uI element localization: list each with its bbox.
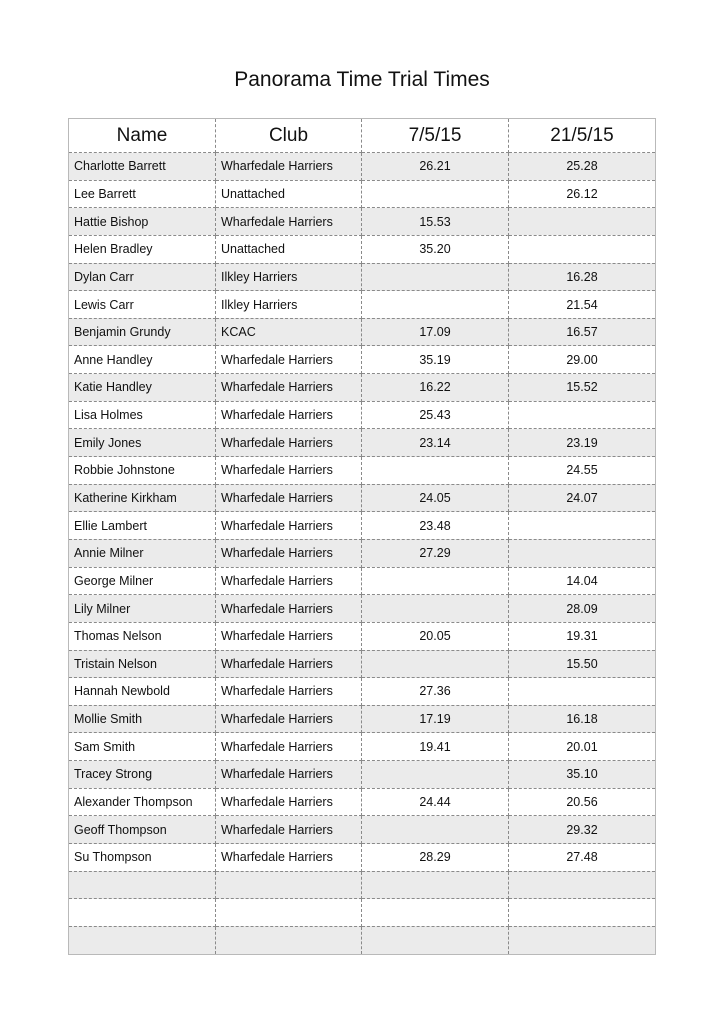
table-row — [69, 512, 656, 540]
cell-club: Wharfedale Harriers — [216, 650, 362, 678]
cell-time-7-5-15: 24.44 — [362, 788, 509, 816]
cell-time-21-5-15: 24.07 — [509, 484, 656, 512]
cell-name: Mollie Smith — [69, 705, 216, 733]
cell-time-7-5-15: 35.20 — [362, 235, 509, 263]
cell-club: Wharfedale Harriers — [216, 539, 362, 567]
cell-time-7-5-15 — [362, 650, 509, 678]
cell-club: Wharfedale Harriers — [216, 761, 362, 789]
cell-time-7-5-15 — [362, 457, 509, 485]
cell-time-21-5-15: 20.01 — [509, 733, 656, 761]
cell-time-21-5-15 — [509, 512, 656, 540]
cell-club: Wharfedale Harriers — [216, 788, 362, 816]
cell-time-7-5-15 — [362, 567, 509, 595]
cell-time-7-5-15: 15.53 — [362, 208, 509, 236]
table-row — [69, 263, 656, 291]
cell-time-21-5-15: 19.31 — [509, 622, 656, 650]
table-row — [69, 484, 656, 512]
cell-club: Wharfedale Harriers — [216, 678, 362, 706]
cell-club: Ilkley Harriers — [216, 291, 362, 319]
cell-club: Wharfedale Harriers — [216, 512, 362, 540]
cell-name: George Milner — [69, 567, 216, 595]
cell-club: Ilkley Harriers — [216, 263, 362, 291]
cell-club: Wharfedale Harriers — [216, 153, 362, 181]
table-row — [69, 899, 656, 927]
cell-time-21-5-15 — [509, 899, 656, 927]
cell-time-7-5-15: 16.22 — [362, 374, 509, 402]
column-header-name: Name — [69, 119, 216, 153]
cell-time-7-5-15: 28.29 — [362, 844, 509, 872]
cell-club: Wharfedale Harriers — [216, 374, 362, 402]
cell-time-21-5-15 — [509, 926, 656, 954]
cell-time-7-5-15: 26.21 — [362, 153, 509, 181]
cell-time-7-5-15: 27.36 — [362, 678, 509, 706]
cell-time-7-5-15 — [362, 816, 509, 844]
cell-club: Wharfedale Harriers — [216, 733, 362, 761]
table-row — [69, 291, 656, 319]
cell-time-7-5-15: 24.05 — [362, 484, 509, 512]
cell-name: Sam Smith — [69, 733, 216, 761]
cell-time-21-5-15: 15.50 — [509, 650, 656, 678]
cell-name: Hattie Bishop — [69, 208, 216, 236]
cell-time-21-5-15: 29.32 — [509, 816, 656, 844]
cell-club: Wharfedale Harriers — [216, 622, 362, 650]
cell-club: Wharfedale Harriers — [216, 844, 362, 872]
cell-time-21-5-15: 28.09 — [509, 595, 656, 623]
cell-time-21-5-15: 23.19 — [509, 429, 656, 457]
table-row — [69, 180, 656, 208]
cell-name: Tristain Nelson — [69, 650, 216, 678]
cell-time-21-5-15: 16.28 — [509, 263, 656, 291]
cell-time-7-5-15: 23.48 — [362, 512, 509, 540]
cell-time-7-5-15: 23.14 — [362, 429, 509, 457]
cell-time-21-5-15 — [509, 401, 656, 429]
cell-name: Emily Jones — [69, 429, 216, 457]
cell-club — [216, 871, 362, 899]
cell-time-21-5-15: 24.55 — [509, 457, 656, 485]
cell-time-21-5-15: 29.00 — [509, 346, 656, 374]
cell-club: Wharfedale Harriers — [216, 705, 362, 733]
cell-time-21-5-15: 25.28 — [509, 153, 656, 181]
table-row — [69, 871, 656, 899]
cell-club: Wharfedale Harriers — [216, 484, 362, 512]
cell-name: Geoff Thompson — [69, 816, 216, 844]
cell-name — [69, 871, 216, 899]
cell-club: Wharfedale Harriers — [216, 401, 362, 429]
cell-name: Dylan Carr — [69, 263, 216, 291]
cell-name: Charlotte Barrett — [69, 153, 216, 181]
cell-name: Lily Milner — [69, 595, 216, 623]
cell-time-7-5-15: 35.19 — [362, 346, 509, 374]
cell-name: Annie Milner — [69, 539, 216, 567]
cell-name: Anne Handley — [69, 346, 216, 374]
cell-club: Wharfedale Harriers — [216, 208, 362, 236]
cell-time-7-5-15 — [362, 899, 509, 927]
table-row — [69, 678, 656, 706]
table-row — [69, 650, 656, 678]
table-row — [69, 374, 656, 402]
cell-time-21-5-15: 26.12 — [509, 180, 656, 208]
cell-time-7-5-15: 17.19 — [362, 705, 509, 733]
cell-time-7-5-15 — [362, 871, 509, 899]
cell-time-21-5-15: 16.57 — [509, 318, 656, 346]
table-row — [69, 733, 656, 761]
table-row — [69, 816, 656, 844]
cell-time-21-5-15 — [509, 539, 656, 567]
table-row — [69, 567, 656, 595]
cell-name: Su Thompson — [69, 844, 216, 872]
cell-time-21-5-15: 20.56 — [509, 788, 656, 816]
cell-time-7-5-15: 17.09 — [362, 318, 509, 346]
cell-name: Robbie Johnstone — [69, 457, 216, 485]
cell-club — [216, 899, 362, 927]
time-trial-table — [68, 118, 656, 955]
table-row — [69, 429, 656, 457]
document-title: Panorama Time Trial Times — [234, 68, 490, 91]
column-header-club: Club — [216, 119, 362, 153]
cell-club: Wharfedale Harriers — [216, 567, 362, 595]
table-row — [69, 844, 656, 872]
table-row — [69, 346, 656, 374]
table-row — [69, 235, 656, 263]
cell-time-7-5-15 — [362, 180, 509, 208]
cell-time-21-5-15 — [509, 678, 656, 706]
cell-name: Lisa Holmes — [69, 401, 216, 429]
cell-club: KCAC — [216, 318, 362, 346]
cell-name: Katie Handley — [69, 374, 216, 402]
table-row — [69, 457, 656, 485]
cell-time-21-5-15: 27.48 — [509, 844, 656, 872]
table-row — [69, 318, 656, 346]
cell-club: Unattached — [216, 235, 362, 263]
cell-name: Hannah Newbold — [69, 678, 216, 706]
cell-time-21-5-15: 15.52 — [509, 374, 656, 402]
cell-name — [69, 926, 216, 954]
cell-name: Katherine Kirkham — [69, 484, 216, 512]
cell-name: Thomas Nelson — [69, 622, 216, 650]
cell-time-7-5-15: 19.41 — [362, 733, 509, 761]
cell-time-21-5-15: 21.54 — [509, 291, 656, 319]
cell-name: Helen Bradley — [69, 235, 216, 263]
cell-name: Lee Barrett — [69, 180, 216, 208]
cell-club: Wharfedale Harriers — [216, 816, 362, 844]
table-row — [69, 153, 656, 181]
cell-time-21-5-15 — [509, 208, 656, 236]
cell-club — [216, 926, 362, 954]
table-header-row — [69, 119, 656, 153]
cell-time-7-5-15 — [362, 263, 509, 291]
cell-name: Benjamin Grundy — [69, 318, 216, 346]
cell-name: Tracey Strong — [69, 761, 216, 789]
table-row — [69, 788, 656, 816]
table-row — [69, 401, 656, 429]
cell-club: Wharfedale Harriers — [216, 346, 362, 374]
cell-time-21-5-15: 35.10 — [509, 761, 656, 789]
cell-time-7-5-15 — [362, 761, 509, 789]
cell-club: Wharfedale Harriers — [216, 595, 362, 623]
table-row — [69, 705, 656, 733]
cell-time-21-5-15 — [509, 871, 656, 899]
cell-time-21-5-15: 16.18 — [509, 705, 656, 733]
cell-time-7-5-15: 27.29 — [362, 539, 509, 567]
table-row — [69, 208, 656, 236]
cell-time-21-5-15: 14.04 — [509, 567, 656, 595]
column-header-date-1: 7/5/15 — [362, 119, 509, 153]
table-row — [69, 926, 656, 954]
table-row — [69, 622, 656, 650]
column-header-date-2: 21/5/15 — [509, 119, 656, 153]
cell-time-21-5-15 — [509, 235, 656, 263]
cell-club: Wharfedale Harriers — [216, 457, 362, 485]
cell-time-7-5-15 — [362, 291, 509, 319]
cell-time-7-5-15: 25.43 — [362, 401, 509, 429]
table-row — [69, 595, 656, 623]
cell-club: Unattached — [216, 180, 362, 208]
table-row — [69, 761, 656, 789]
cell-name — [69, 899, 216, 927]
cell-name: Lewis Carr — [69, 291, 216, 319]
table-row — [69, 539, 656, 567]
table-body — [69, 153, 656, 955]
cell-time-7-5-15: 20.05 — [362, 622, 509, 650]
cell-club: Wharfedale Harriers — [216, 429, 362, 457]
cell-time-7-5-15 — [362, 926, 509, 954]
cell-name: Alexander Thompson — [69, 788, 216, 816]
cell-name: Ellie Lambert — [69, 512, 216, 540]
cell-time-7-5-15 — [362, 595, 509, 623]
